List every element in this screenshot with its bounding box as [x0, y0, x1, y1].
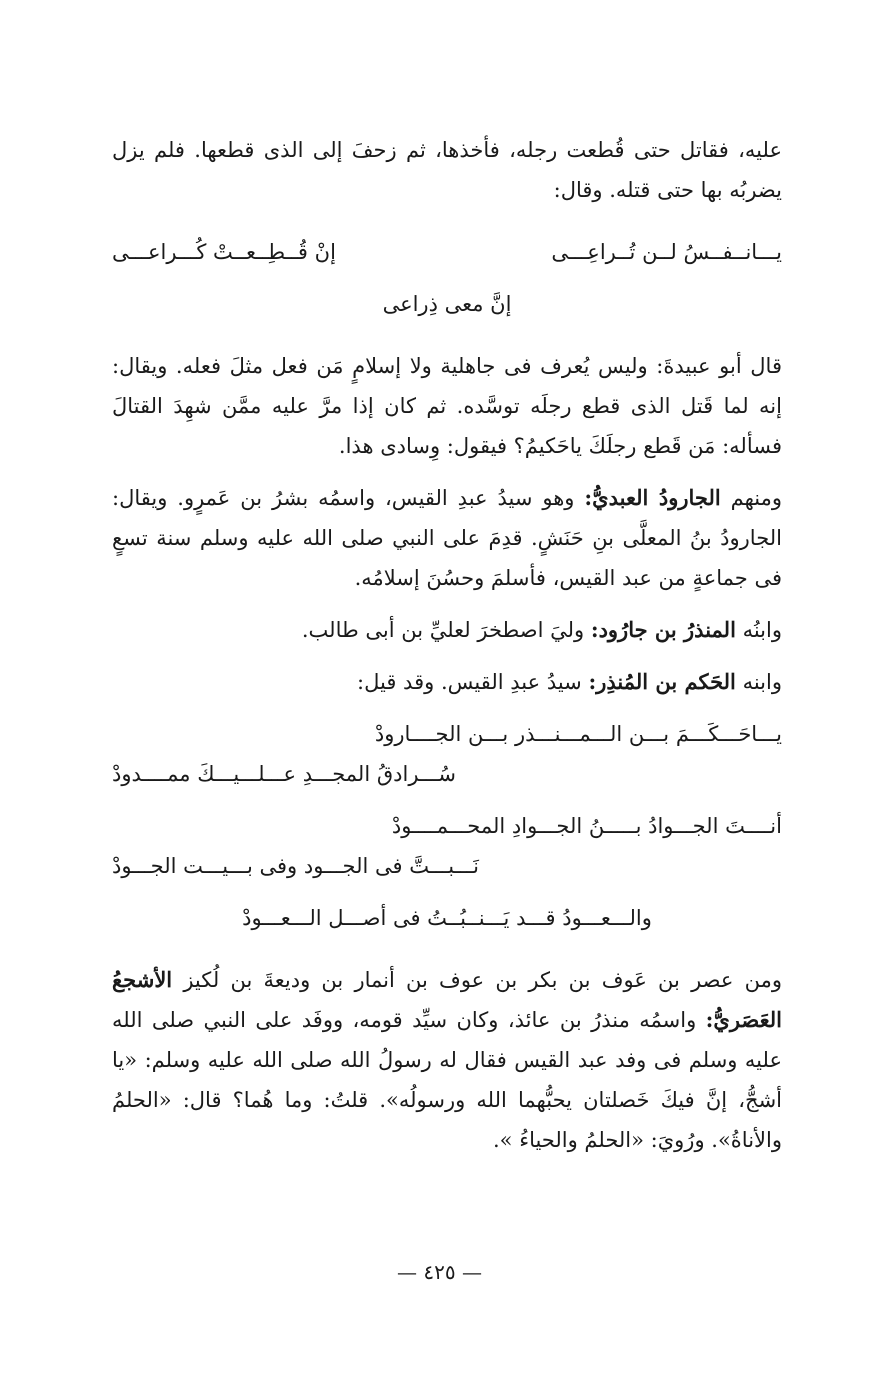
page-number: — ٤٢٥ — [397, 1260, 482, 1284]
verse-1-line-2: إنَّ معى ذِراعى [382, 292, 512, 316]
name-hakam: الحَكم بن المُنذِر: [588, 669, 736, 694]
verse-2-line-1: يـــاحَـــكَـــمَ بـــن الـــمـــنـــذر بـــن الجــــارودْ [374, 722, 782, 746]
name-jarud: الجارودُ العبديُّ: [584, 485, 721, 510]
verse-1-hemistich-a: يـــانــفــسُ لــن تُــراعِـــى [551, 240, 782, 264]
paragraph-5: وابنه الحَكم بن المُنذِر: سيدُ عبدِ القيس. وقد قيل: [357, 669, 782, 694]
paragraph-3: ومنهم الجارودُ العبديُّ: وهو سيدُ عبدِ القيس، واسمُه بشرُ بن عَمرٍو. ويقال: الجارودُ بنُ المعلَّى بنِ حَنَشٍ. قدِمَ على النبي صلى الله عليه وسلم سنة تسعٍ فى جماعةٍ من عبد القيس، فأسلمَ وحسُنَ إسلامُه. [112, 485, 782, 590]
name-mundhir: المنذرُ بن جارُود: [590, 617, 736, 642]
paragraph-2: قال أبو عبيدةَ: وليس يُعرف فى جاهلية ولا إسلامٍ مَن فعل مثلَ فعله. ويقال: إنه لما قَتل الذى قطع رجلَه توسَّده. ثم كان إذا مرَّ عليه ممَّن شهِدَ القتالَ فسأله: مَن قَطع رجلَكَ ياحَكيمُ؟ فيقول: وِسادى هذا. [112, 354, 782, 458]
paragraph-1: عليه، فقاتل حتى قُطعت رجله، فأخذها، ثم زحفَ إلى الذى قطعها. فلم يزل يضربُه بها حتى قتله. وقال: [112, 138, 782, 202]
paragraph-6: ومن عصر بن عَوف بن بكر بن عوف بن أنمار بن وديعةَ بن لُكيز الأشجعُ العَصَريُّ: واسمُه منذرُ بن عائذ، وكان سيِّد قومه، ووفَد على النبي صلى الله عليه وسلم فى وفد عبد القيس فقال له رسولُ الله صلى الله عليه وسلم: «يا أشجُّ، إنَّ فيكَ خَصلتان يحبُّهما الله ورسولُه». قلتُ: وما هُما؟ قال: «الحلمُ والأناةُ». ورُويَ: «الحلمُ والحياءُ ». [112, 967, 782, 1152]
paragraph-4: وابنُه المنذرُ بن جارُود: وليَ اصطخرَ لعليِّ بن أبى طالب. [301, 617, 782, 642]
verse-2-line-5: والـــعـــودُ قـــد يَـــنــبُــتُ فى أصـــل الـــعـــودْ [242, 906, 652, 930]
verse-2-line-3: أنــــتَ الجـــوادُ بـــــنُ الجـــوادِ المحـــمــــودْ [391, 814, 782, 838]
verse-1-hemistich-b: إنْ قُــطِــعــتْ كُـــراعـــى [112, 240, 336, 264]
name-ashajj: الأشجعُ العَصَريُّ: [112, 967, 782, 1032]
page-body [112, 130, 782, 1160]
verse-2-line-2: سُـــرادقُ المجـــدِ عـــلـــيـــكَ ممــــدودْ [112, 762, 456, 786]
verse-2-line-4: نَـــبـــتَّ فى الجـــود وفى بـــيـــت الجـــودْ [112, 854, 479, 878]
verse-1-line-1 [112, 232, 782, 272]
